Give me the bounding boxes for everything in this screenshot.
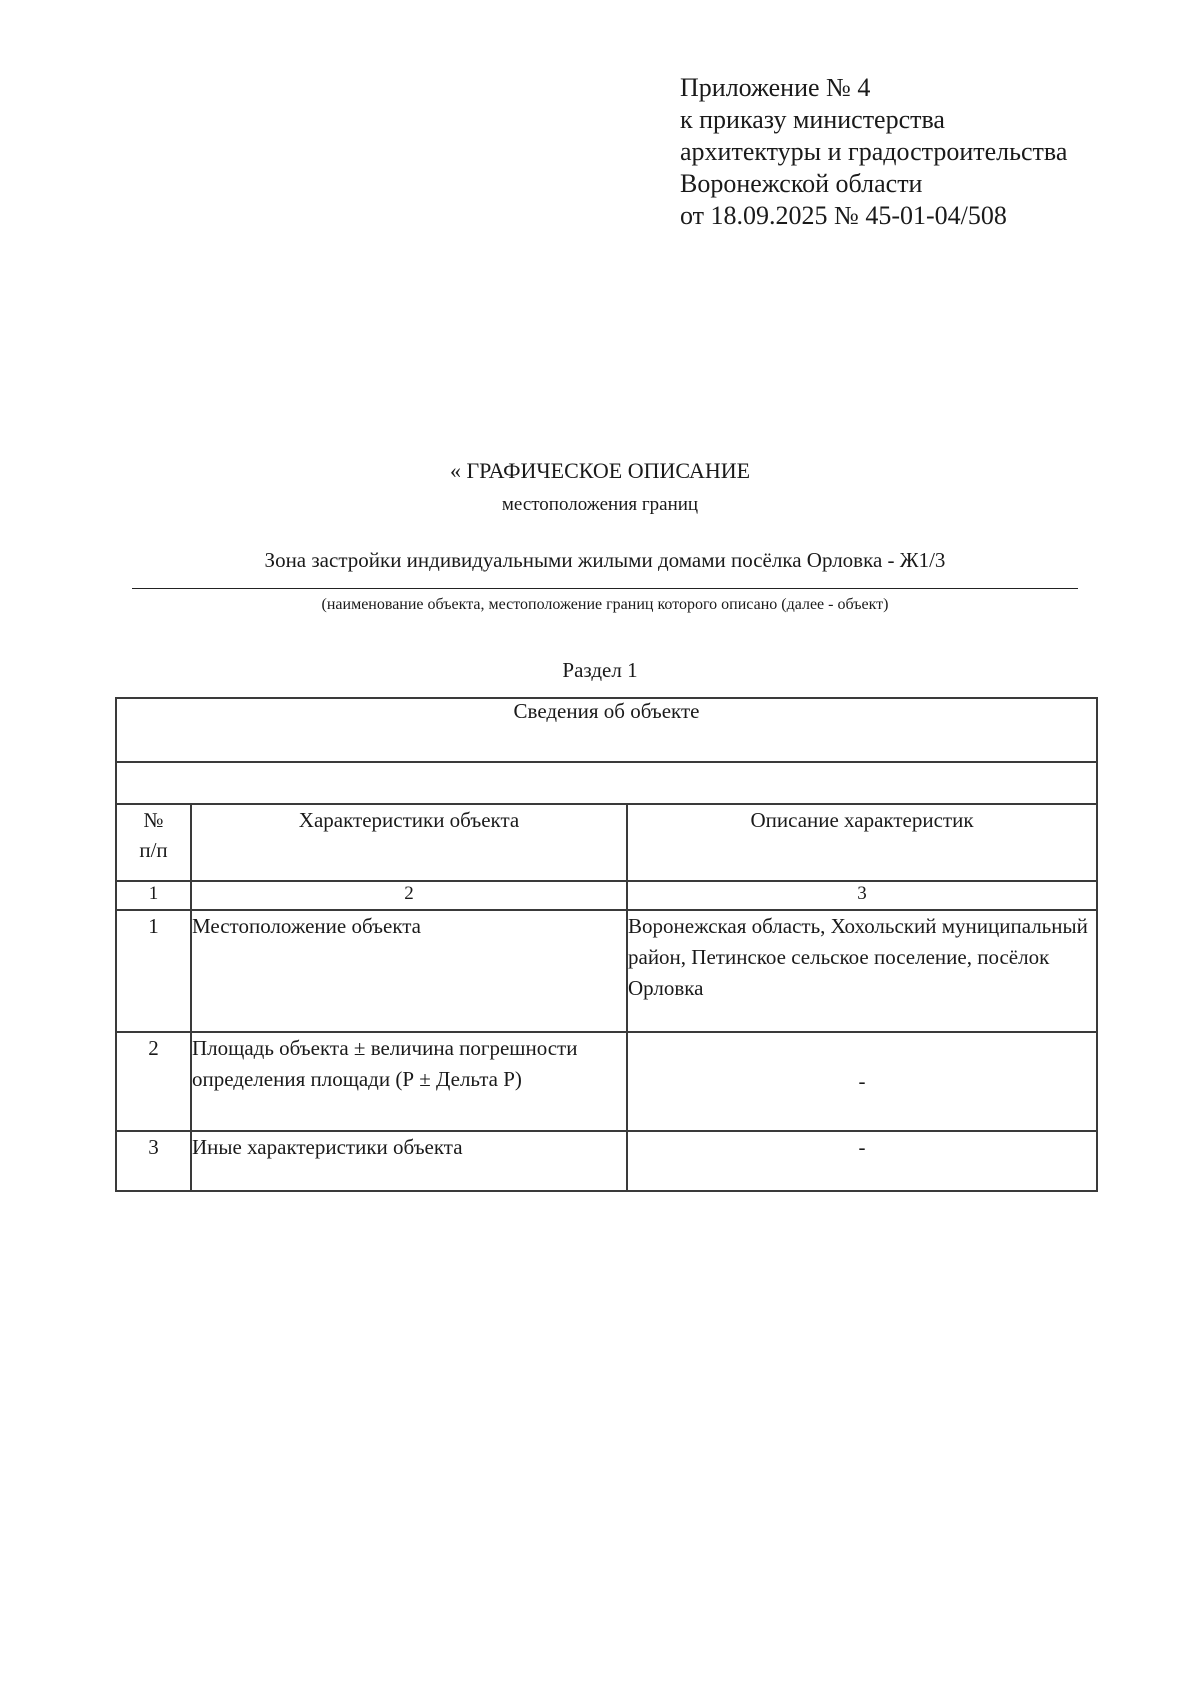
appendix-line: от 18.09.2025 № 45-01-04/508 (680, 201, 1007, 230)
row-characteristic: Площадь объекта ± величина погрешности определения площади (Р ± Дельта Р) (191, 1032, 627, 1131)
appendix-line: Воронежской области (680, 169, 923, 198)
row-characteristic: Иные характеристики объекта (191, 1131, 627, 1191)
document-title: « ГРАФИЧЕСКОЕ ОПИСАНИЕ (449, 458, 751, 483)
row-description: - (627, 1032, 1097, 1131)
row-description: - (627, 1131, 1097, 1191)
table-header-row (116, 804, 1097, 881)
empty-cell (116, 762, 1097, 804)
object-info-table (115, 697, 1098, 1192)
appendix-line: Приложение № 4 (680, 73, 871, 102)
table-caption: Сведения об объекте (116, 698, 1097, 762)
table-row (116, 910, 1097, 1032)
row-number: 3 (116, 1131, 191, 1191)
document-subtitle: местоположения границ (501, 494, 699, 515)
object-name: Зона застройки индивидуальными жилыми домами посёлка Орловка - Ж1/3 (264, 548, 946, 572)
object-caption: (наименование объекта, местоположение границ которого описано (далее - объект) (321, 596, 889, 613)
row-description: Воронежская область, Хохольский муниципальный район, Петинское сельское поселение, посёлок Орловка (627, 910, 1097, 1032)
table-row (116, 1032, 1097, 1131)
appendix-line: архитектуры и градостроительства (680, 137, 1068, 166)
column-header-characteristic: Характеристики объекта (191, 804, 627, 881)
column-header-num: № п/п (116, 804, 191, 881)
column-header-description: Описание характеристик (627, 804, 1097, 881)
column-number: 1 (116, 881, 191, 910)
row-characteristic: Местоположение объекта (191, 910, 627, 1032)
section-heading: Раздел 1 (562, 658, 638, 682)
column-numbers-row (116, 881, 1097, 910)
table-caption-row (116, 698, 1097, 762)
row-number: 2 (116, 1032, 191, 1131)
column-number: 2 (191, 881, 627, 910)
appendix-line: к приказу министерства (680, 105, 945, 134)
table-row (116, 1131, 1097, 1191)
row-number: 1 (116, 910, 191, 1032)
object-name-underline (132, 588, 1078, 589)
column-number: 3 (627, 881, 1097, 910)
appendix-block (680, 72, 1067, 232)
table-empty-row (116, 762, 1097, 804)
